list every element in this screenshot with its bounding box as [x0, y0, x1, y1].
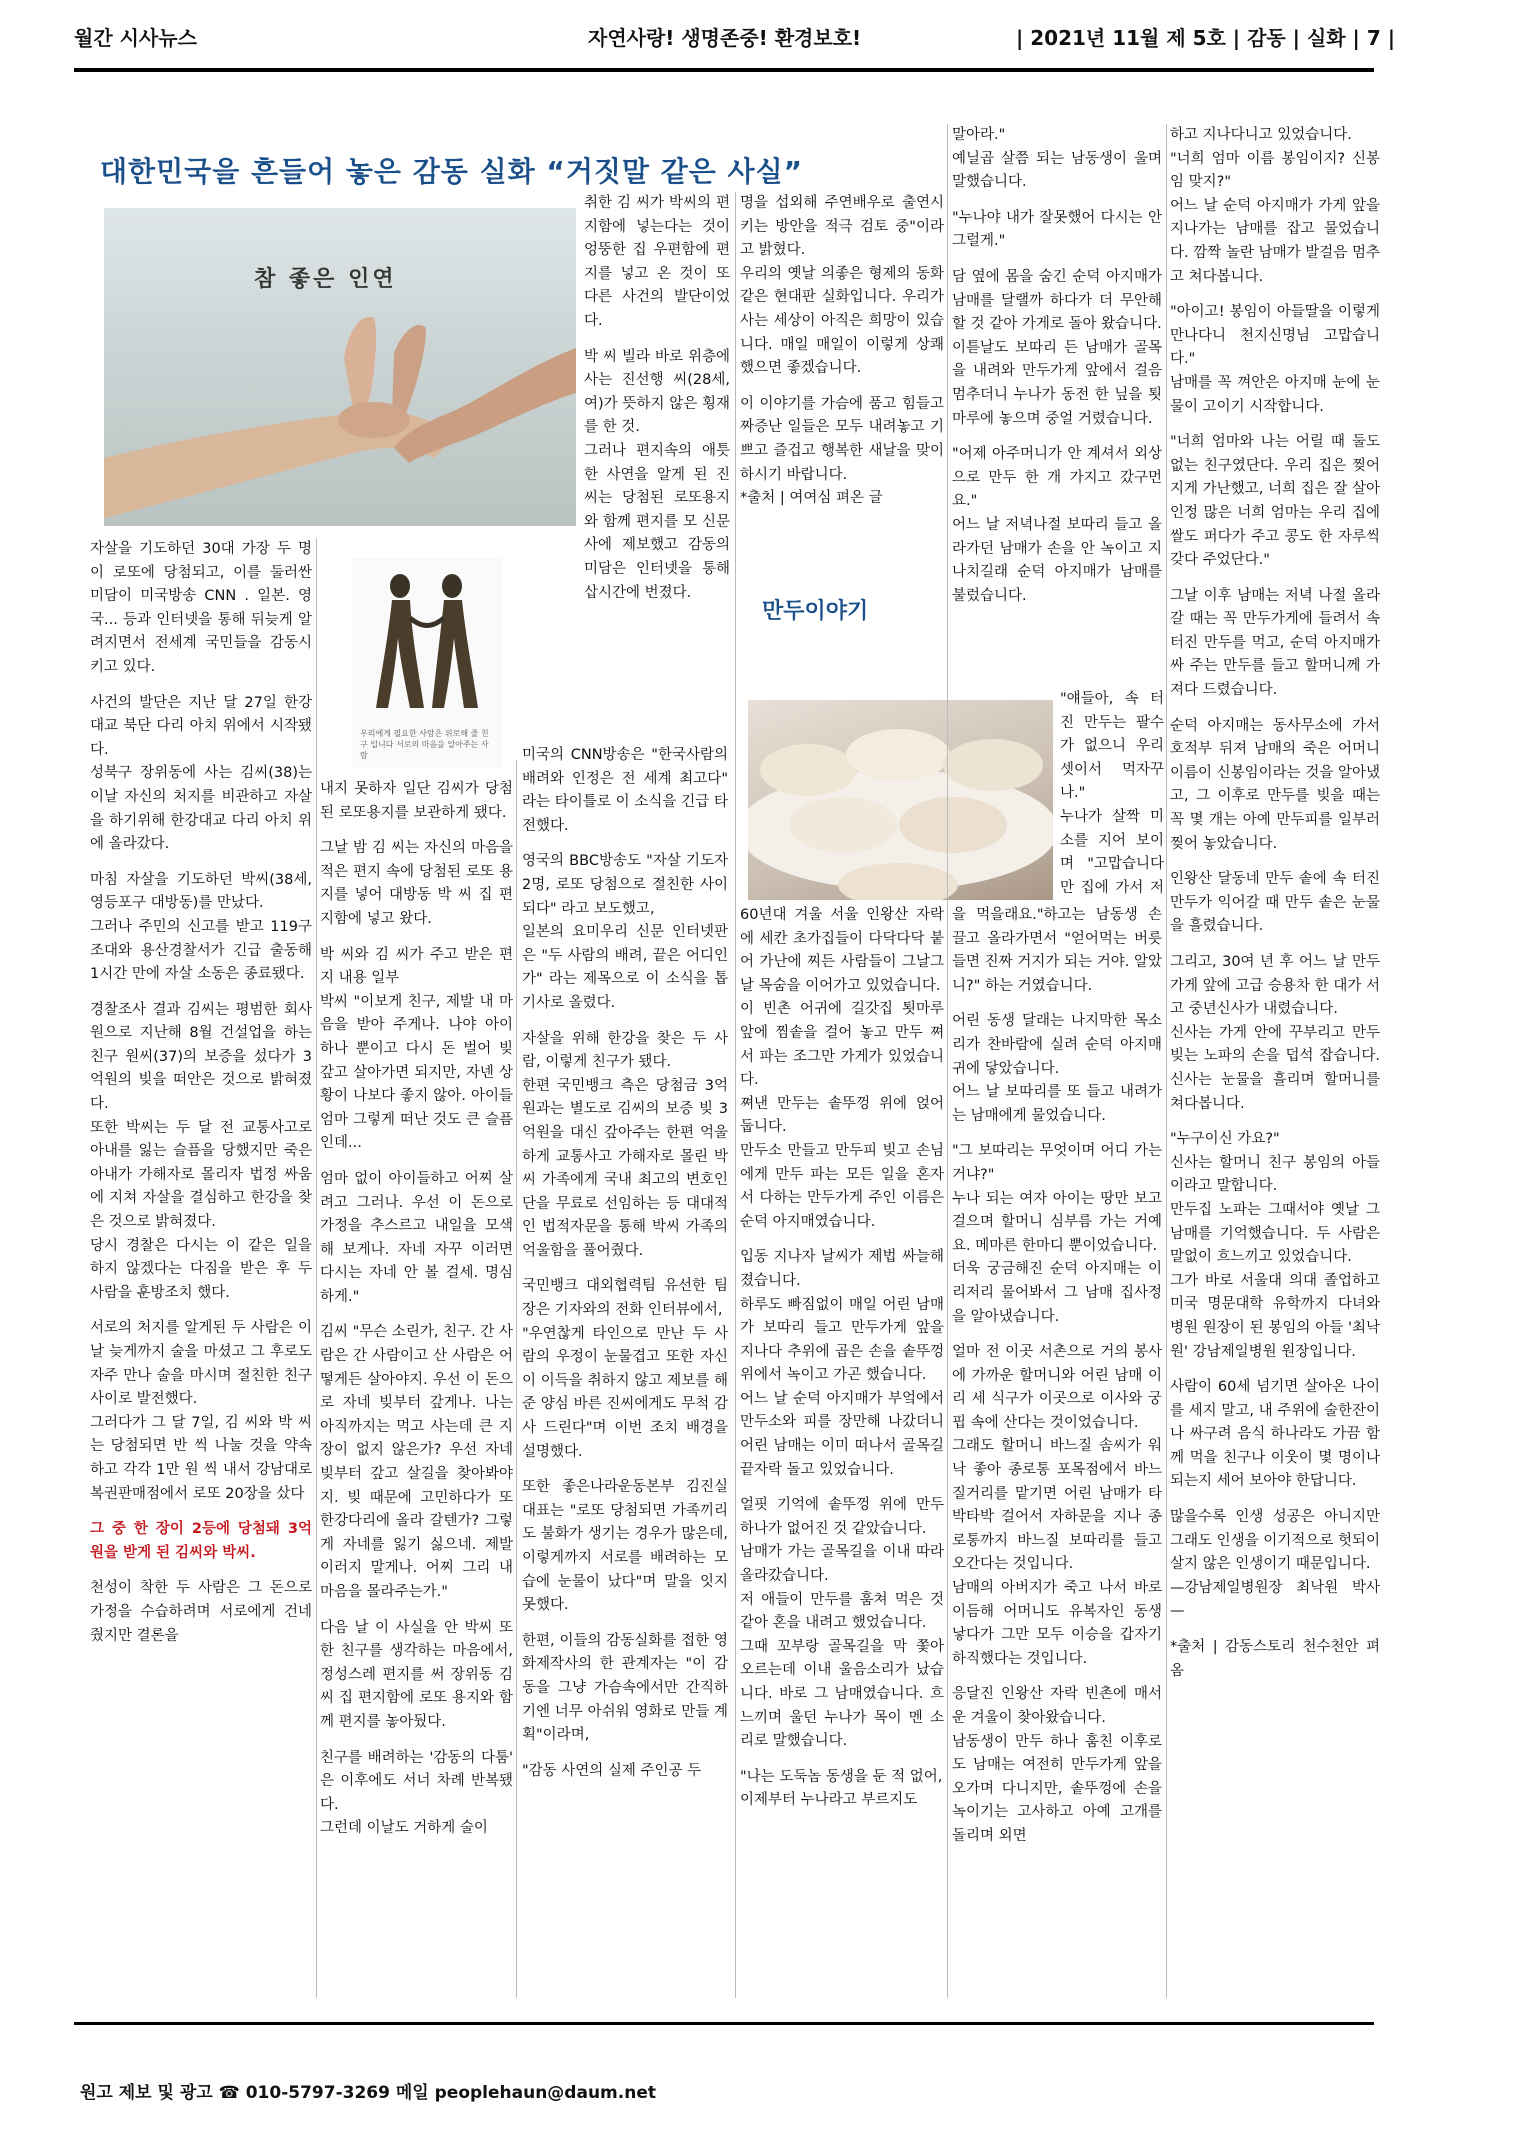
paragraph: 그날 밤 김 씨는 자신의 마음을 적은 편지 속에 당첨된 로또 용지를 넣어 대방동 박 씨 집 편지함에 넣고 왔다. — [320, 840, 513, 927]
paragraph: "누구이신 가요?" — [1170, 1131, 1280, 1148]
magazine-name: 월간 시사뉴스 — [74, 26, 197, 50]
paragraph: 경찰조사 결과 김씨는 평범한 회사원으로 지난해 8월 건설업을 하는 친구 원씨(37)의 보증을 섰다가 3억원의 빚을 떠안은 것으로 밝혀졌다. — [90, 1001, 312, 1113]
paragraph: "어제 아주머니가 안 계셔서 외상으로 만두 한 개 가지고 갔구먼요." — [952, 446, 1162, 510]
pinky-promise-photo — [104, 208, 576, 526]
column-divider — [947, 124, 948, 1998]
paragraph: 그때 꼬부랑 골목길을 막 쫓아 오르는데 이내 울음소리가 났습니다. 바로 그 남매였습니다. 흐느끼며 울던 누나가 목이 멘 소리로 말했습니다. — [740, 1638, 944, 1750]
column-1 — [90, 538, 312, 1998]
subhead-mandu-story: 만두이야기 — [762, 599, 869, 624]
paragraph: 그러나 주민의 신고를 받고 119구조대와 용산경찰서가 긴급 출동해 1시간 만에 자살 소동은 종료됐다. — [90, 918, 312, 983]
paragraph: 그가 바로 서울대 의대 졸업하고 미국 명문대학 유학까지 다녀와 병원 원장이 된 봉임의 아들 '최낙원' 강남제일병원 원장입니다. — [1170, 1272, 1380, 1360]
paragraph: "나는 도둑놈 동생을 둔 적 없어, — [740, 1768, 943, 1785]
source-line: *출처 | 감동스토리 천수천안 펴옴 — [1170, 1639, 1380, 1679]
column-divider — [316, 538, 317, 1998]
paragraph: "누나야 내가 잘못했어 다시는 안 그럴게." — [952, 209, 1162, 250]
paragraph: 입동 지나자 날씨가 제법 싸늘해졌습니다. — [740, 1249, 944, 1289]
paragraph: 우리의 옛날 의좋은 형제의 동화 같은 현대판 실화입니다. 우리가 사는 세상이 아직은 희망이 있습니다. 매일 매일이 이렇게 상쾌했으면 좋겠습니다. — [740, 265, 944, 377]
issue-info: | 2021년 11월 제 5호 | 감동 | 실화 | 7 | — [1016, 26, 1396, 50]
column-2 — [320, 778, 513, 1998]
photo1-caption: 참 좋은 인연 — [254, 267, 397, 292]
paragraph: "얘들아, 속 터진 만두는 팔수가 없으니 우리 셋이서 먹자꾸나." — [1060, 691, 1164, 802]
paragraph: 60년대 겨울 서울 인왕산 자락에 세칸 초가집들이 다닥다닥 붙어 가난에 찌든 사람들이 그날그날 목숨을 이어가고 있었습니다. — [740, 907, 944, 994]
slogan: 자연사랑! 생명존중! 환경보호! — [588, 26, 862, 50]
paragraph: 이 빈촌 어귀에 길갓집 툇마루 앞에 찜솥을 걸어 놓고 만두 쪄서 파는 조그만 가게가 있었습니다. — [740, 1001, 944, 1089]
paragraph: 남매의 아버지가 죽고 나서 바로 이듬해 어머니도 유복자인 동생 낳다가 그만 모두 이승을 갑자기 하직했다는 것입니다. — [952, 1580, 1162, 1667]
paragraph: 담 옆에 몸을 숨긴 순덕 아지매가 남매를 달랠까 하다가 더 무안해할 것 같아 가게로 돌아 왔습니다. — [952, 268, 1162, 333]
paragraph: 만두집 노파는 그때서야 옛날 그 남매를 기억했습니다. 두 사람은 말없이 흐느끼고 있었습니다. — [1170, 1201, 1380, 1266]
paragraph: 성북구 장위동에 사는 김씨(38)는 이날 자신의 처지를 비관하고 자살을 하기위해 한강대교 다리 아치 위에 올라갔다. — [90, 765, 312, 853]
paragraph: 쪄낸 만두는 솥뚜껑 위에 얹어 둡니다. — [740, 1095, 944, 1136]
paragraph: "너희 엄마와 나는 어릴 때 둘도 없는 친구였단다. 우리 집은 찢어지게 가난했고, 너희 집은 잘 살아 인정 많은 너희 엄마는 우리 집에 쌀도 퍼다가 주고 콩도 한 자루씩 갖다 주었단다." — [1170, 434, 1380, 569]
paragraph: 명을 섭외해 주연배우로 출연시키는 방안을 적극 검토 중"이라고 밝혔다. — [740, 195, 944, 259]
paragraph: 자살을 위해 한강을 찾은 두 사람, 이렇게 친구가 됐다. — [522, 1030, 728, 1071]
paragraph: 더욱 궁금해진 순덕 아지매는 이리저리 물어봐서 그 남매 집사정을 알아냈습니다. — [952, 1261, 1162, 1325]
paragraph: 을 먹을래요."하고는 남동생 손 끌고 올라가면서 "얻어먹는 버릇 들면 진짜 거지가 되는 거야. 알았니?" 하는 거였습니다. — [952, 907, 1162, 994]
paragraph: 이제부터 누나라고 부르지도 — [740, 1792, 918, 1809]
column-4-upper — [740, 192, 944, 592]
paragraph: 말아라." — [952, 127, 1006, 143]
paragraph: 만두소 만들고 만두피 빚고 손님에게 만두 파는 모든 일을 혼자서 다하는 만두가게 주인 이름은 순덕 아지매였습니다. — [740, 1142, 944, 1230]
column-5-upper — [952, 124, 1162, 688]
attribution: —강남제일병원장 최낙원 박사 — — [1170, 1579, 1380, 1620]
paragraph: "우연찮게 타인으로 만난 두 사람의 우정이 눈물겹고 또한 자신이 이득을 취하지 않고 제보를 해 준 양심 바른 진씨에게도 무척 감사 드린다"며 이번 조치 배경을 설명했다. — [522, 1325, 728, 1460]
paragraph: 박 씨 빌라 바로 위층에 사는 진선행 씨(28세, 여)가 뜻하지 않은 횡재를 한 것. — [584, 348, 730, 436]
paragraph: 서로의 처지를 알게된 두 사람은 이날 늦게까지 술을 마셨고 그 후로도 자주 만나 술을 마시며 절친한 친구 사이로 발전했다. — [90, 1320, 312, 1408]
paragraph: "감동 사연의 실제 주인공 두 — [522, 1762, 702, 1779]
dumpling-illustration — [748, 700, 1053, 900]
paragraph: 어느 날 저녁나절 보따리 들고 올라가던 남매가 손을 안 녹이고 지나치길래 순덕 아지매가 남매를 불렀습니다. — [952, 516, 1162, 604]
paragraph: 그러나 편지속의 애틋한 사연을 알게 된 진 씨는 당첨된 로또용지와 함께 편지를 모 신문사에 제보했고 감동의 미담은 인터넷을 통해 삽시간에 번졌다. — [584, 442, 730, 601]
footer-rule — [74, 2022, 1374, 2025]
paragraph: 어느 날 보따리를 또 들고 내려가는 남매에게 물었습니다. — [952, 1084, 1162, 1124]
column-5-middle — [1060, 688, 1164, 900]
paragraph: 그래도 할머니 바느질 솜씨가 워낙 좋아 종로통 포목점에서 바느질거리를 맡기면 어린 남매가 타박타박 걸어서 자하문을 지나 종로통까지 바느질 보따리를 들고 오간다는 것입니다. — [952, 1438, 1162, 1573]
paragraph: 예닐곱 살쯤 되는 남동생이 울며 말했습니다. — [952, 150, 1162, 191]
column-5-lower — [952, 904, 1162, 1998]
paragraph: 어느 날 순덕 아지매가 가게 앞을 지나가는 남매를 잡고 물었습니다. 깜짝 놀란 남매가 발걸음 멈추고 쳐다봅니다. — [1170, 197, 1380, 285]
paragraph: 남매가 가는 골목길을 이내 따라 올라갔습니다. — [740, 1544, 944, 1585]
paragraph: 엄마 없이 아이들하고 어찌 살려고 그러나. 우선 이 돈으로 가정을 추스르고 내일을 모색해 보게나. 자네 자꾸 이러면 다시는 자네 안 볼 걸세. 명심하게." — [320, 1170, 513, 1305]
paragraph: 어느 날 순덕 아지매가 부엌에서 만두소와 피를 장만해 나갔더니 어린 남매는 이미 떠나서 골목길 끝자락 돌고 있었습니다. — [740, 1390, 944, 1478]
column-divider — [1166, 124, 1167, 1998]
paragraph: 천성이 착한 두 사람은 그 돈으로 가정을 수습하려며 서로에게 건네 줬지만 결론을 — [90, 1580, 312, 1644]
column-3-upper — [584, 192, 730, 732]
paragraph: 인왕산 달동네 만두 솥에 속 터진 만두가 익어갈 때 만두 솥은 눈물을 흘렸습니다. — [1170, 871, 1380, 935]
paragraph: "아이고! 봉임이 아들딸을 이렇게 만나다니 천지신명님 고맙습니다." — [1170, 304, 1380, 368]
paragraph: 남매를 꼭 껴안은 아지매 눈에 눈물이 고이기 시작합니다. — [1170, 374, 1380, 415]
paragraph: 누나가 살짝 미소를 지어 보이며 "고맙습니다만 집에 가서 저 — [1060, 808, 1164, 896]
dumpling-photo — [748, 700, 1053, 900]
paragraph: 박 씨와 김 씨가 주고 받은 편지 내용 일부 — [320, 946, 513, 987]
paragraph: 또한 좋은나라운동본부 김진실 대표는 "로또 당첨되면 가족끼리도 불화가 생기는 경우가 많은데, 이렇게까지 서로를 배려하는 모습에 눈물이 났다"며 말을 잇지 못했다. — [522, 1479, 728, 1614]
paragraph: 내지 못하자 일단 김씨가 당첨된 로또용지를 보관하게 됐다. — [320, 781, 513, 821]
paragraph: 어린 동생 달래는 나지막한 목소리가 찬바람에 실려 순덕 아지매 귀에 닿았습니다. — [952, 1013, 1162, 1077]
paragraph: 하루도 빠짐없이 매일 어린 남매가 보따리 들고 만두가게 앞을 지나다 추위에 곱은 손을 솥뚜껑 위에서 녹이고 가곤 했습니다. — [740, 1296, 944, 1384]
paragraph: 국민뱅크 대외협력팀 유선한 팀장은 기자와의 전화 인터뷰에서, — [522, 1278, 728, 1319]
source-line: *출처 | 여여심 펴온 글 — [740, 490, 883, 507]
paragraph: 자살을 기도하던 30대 가장 두 명이 로또에 당첨되고, 이를 둘러싼 미담이 미국방송 CNN . 일본. 영국... 등과 인터넷을 통해 뒤늦게 알려지면서 전세계 국민들을 감동시키고 있다. — [90, 541, 312, 675]
paragraph: 그러다가 그 달 7일, 김 씨와 박 씨는 당첨되면 반 씩 나눌 것을 약속하고 각각 1만 원 씩 내서 강남대로 복권판매점에서 로또 20장을 샀다 — [90, 1414, 312, 1502]
footer-contact: 원고 제보 및 광고 ☎ 010-5797-3269 메일 peoplehaun@daum.net — [80, 2083, 656, 2103]
hands-illustration — [104, 208, 576, 526]
paragraph: 얼마 전 이곳 서촌으로 거의 봉사에 가까운 할머니와 어린 남매 이리 세 식구가 이곳으로 이사와 궁핍 속에 산다는 것이었습니다. — [952, 1344, 1162, 1431]
column-6 — [1170, 124, 1380, 1998]
paragraph: 마침 자살을 기도하던 박씨(38세, 영등포구 대방동)를 만났다. — [90, 871, 312, 912]
paragraph: 영국의 BBC방송도 "자살 기도자 2명, 로또 당첨으로 절친한 사이 되다" 라고 보도했고, — [522, 853, 728, 917]
paragraph: "그 보따리는 무엇이며 어디 가는 거냐?" — [952, 1143, 1162, 1183]
paragraph: 친구를 배려하는 '감동의 다툼' 은 이후에도 서너 차례 반복됐다. — [320, 1749, 513, 1813]
paragraph: 누나 되는 여자 아이는 땅만 보고 걸으며 할머니 심부름 가는 거예요. 메마른 한마디 뿐이었습니다. — [952, 1190, 1162, 1254]
paragraph: 많을수록 인생 성공은 아니지만 그래도 인생을 이기적으로 헛되이 살지 않은 인생이기 때문입니다. — [1170, 1509, 1380, 1573]
photo2-caption: 우리에게 필요한 사람은 위로해 줄 친구 입니다 서로의 마음을 알아주는 사람 — [360, 729, 489, 760]
column-4-lower — [740, 904, 944, 1998]
column-3-lower — [522, 744, 728, 1998]
paragraph: 신사는 할머니 친구 봉임의 아들이라고 말합니다. — [1170, 1154, 1380, 1195]
paragraph: 응달진 인왕산 자락 빈촌에 매서운 겨울이 찾아왔습니다. — [952, 1686, 1162, 1726]
paragraph: 이튿날도 보따리 든 남매가 골목을 내려와 만두가게 앞에서 걸음 멈추더니 누나가 동전 한 닢을 툇마루에 놓으며 중얼 거렸습니다. — [952, 339, 1162, 427]
paragraph: 사람이 60세 넘기면 살아온 나이를 세지 말고, 내 주위에 술한잔이나 싸구려 음식 하나라도 가끔 함께 먹을 친구나 이웃이 몇 명이나 되는지 세어 보아야 한답니다. — [1170, 1379, 1380, 1490]
two-figures-icon — [352, 558, 502, 728]
paragraph: 한편, 이들의 감동실화를 접한 영화제작사의 한 관계자는 "이 감동을 그냥 가슴속에서만 간직하기엔 너무 아쉬워 영화로 만들 계획"이라며, — [522, 1632, 728, 1744]
paragraph: 김씨 "무슨 소린가, 친구. 간 사람은 간 사람이고 산 사람은 어떻게든 살아야지. 우선 이 돈으로 자네 빚부터 갚게나. 나는 아직까지는 먹고 사는데 큰 지장이 없지 않은가? 우선 자네 빚부터 갚고 살길을 찾아봐야지. 빚 때문에 고민하다가 또 한강다리에 올라 갈텐가? 그렇게 자네를 잃기 싫으네. 제발 이러지 말게나. 어찌 그리 내 마음을 몰라주는가." — [320, 1324, 513, 1600]
paragraph: 이 이야기를 가슴에 품고 힘들고 짜증난 일들은 모두 내려놓고 기쁘고 즐겁고 행복한 새날을 맞이 하시기 바랍니다. — [740, 395, 944, 483]
paragraph: 사건의 발단은 지난 달 27일 한강대교 북단 다리 아치 위에서 시작됐다. — [90, 694, 312, 758]
column-divider — [516, 760, 517, 1998]
paragraph: 그리고, 30여 년 후 어느 날 만두가게 앞에 고급 승용차 한 대가 서고 중년신사가 내렸습니다. — [1170, 954, 1380, 1018]
paragraph: 취한 김 씨가 박씨의 편지함에 넣는다는 것이 엉뚱한 집 우편함에 편지를 넣고 온 것이 또 다른 사건의 발단이었다. — [584, 195, 730, 329]
paragraph: 다음 날 이 사실을 안 박씨 또한 친구를 생각하는 마음에서, 정성스레 편지를 써 장위동 김씨 집 편지함에 로또 용지와 함께 편지를 놓아뒀다. — [320, 1619, 513, 1730]
paragraph: 당시 경찰은 다시는 이 같은 일을 하지 않겠다는 다짐을 받은 후 두 사람을 훈방조치 했다. — [90, 1237, 312, 1301]
paragraph: 그날 이후 남매는 저녁 나절 올라갈 때는 꼭 만두가게에 들려서 속 터진 만두를 먹고, 순덕 아지매가 싸 주는 만두를 들고 할머니께 가져다 드렸습니다. — [1170, 587, 1380, 699]
paragraph: 그런데 이날도 거하게 술이 — [320, 1820, 488, 1837]
headline: 대한민국을 흔들어 놓은 감동 실화 “거짓말 같은 사실” — [100, 155, 804, 188]
paragraph: 미국의 CNN방송은 "한국사람의 배려와 인정은 전 세계 최고다" 라는 타이틀로 이 소식을 긴급 타전했다. — [522, 747, 728, 834]
friends-illustration — [352, 558, 502, 768]
paragraph: 남동생이 만두 하나 훔친 이후로도 남매는 여전히 만두가게 앞을 오가며 다니지만, 솥뚜껑에 손을 녹이기는 고사하고 아예 고개를 돌리며 외면 — [952, 1733, 1162, 1844]
paragraph: "너희 엄마 이름 봉임이지? 신봉임 맞지?" — [1170, 150, 1380, 191]
paragraph: 하고 지나다니고 있었습니다. — [1170, 127, 1352, 143]
paragraph: 순덕 아지매는 동사무소에 가서 호적부 뒤져 남매의 죽은 어머니 이름이 신봉임이라는 것을 알아냈고, 그 이후로 만두를 빚을 때는 꼭 몇 개는 아예 만두피를 일부러 찢어 놓았습니다. — [1170, 717, 1380, 852]
paragraph: 저 애들이 만두를 훔쳐 먹은 것 같아 혼을 내려고 했었습니다. — [740, 1591, 944, 1632]
paragraph: 한편 국민뱅크 측은 당첨금 3억원과는 별도로 김씨의 보증 빚 3억원을 대신 갚아주는 한편 억울하게 교통사고 가해자로 몰린 박씨 가족에게 국내 최고의 변호인단을 무료로 선임하는 등 대대적인 법적자문을 통해 박씨 가족의 억울함을 풀어줬다. — [522, 1077, 728, 1259]
paragraph: 박씨 "이보게 친구, 제발 내 마음을 받아 주게나. 나야 아이 하나 뿐이고 다시 돈 벌어 빚 갚고 살아가면 되지만, 자넨 상황이 나보다 좋지 않아. 아이들 엄마 그렇게 떠난 것도 큰 슬픔인데... — [320, 993, 513, 1152]
paragraph: 얼핏 기억에 솥뚜껑 위에 만두 하나가 없어진 것 같았습니다. — [740, 1497, 944, 1537]
paragraph: 일본의 요미우리 신문 인터넷판은 "두 사람의 배려, 끝은 어디인가" 라는 제목으로 이 소식을 톱기사로 올렸다. — [522, 924, 728, 1011]
highlight-paragraph: 그 중 한 장이 2등에 당첨돼 3억 원을 받게 된 김씨와 박씨. — [90, 1521, 312, 1561]
header-rule — [74, 68, 1374, 72]
paragraph: 또한 박씨는 두 달 전 교통사고로 아내를 잃는 슬픔을 당했지만 죽은 아내가 가해자로 몰리자 법정 싸움에 지쳐 자살을 결심하고 한강을 찾은 것으로 밝혀졌다. — [90, 1119, 312, 1231]
paragraph: 신사는 가게 안에 꾸부리고 만두 빚는 노파의 손을 덥석 잡습니다. 신사는 눈물을 흘리며 할머니를 쳐다봅니다. — [1170, 1024, 1380, 1112]
column-divider — [735, 192, 736, 1998]
